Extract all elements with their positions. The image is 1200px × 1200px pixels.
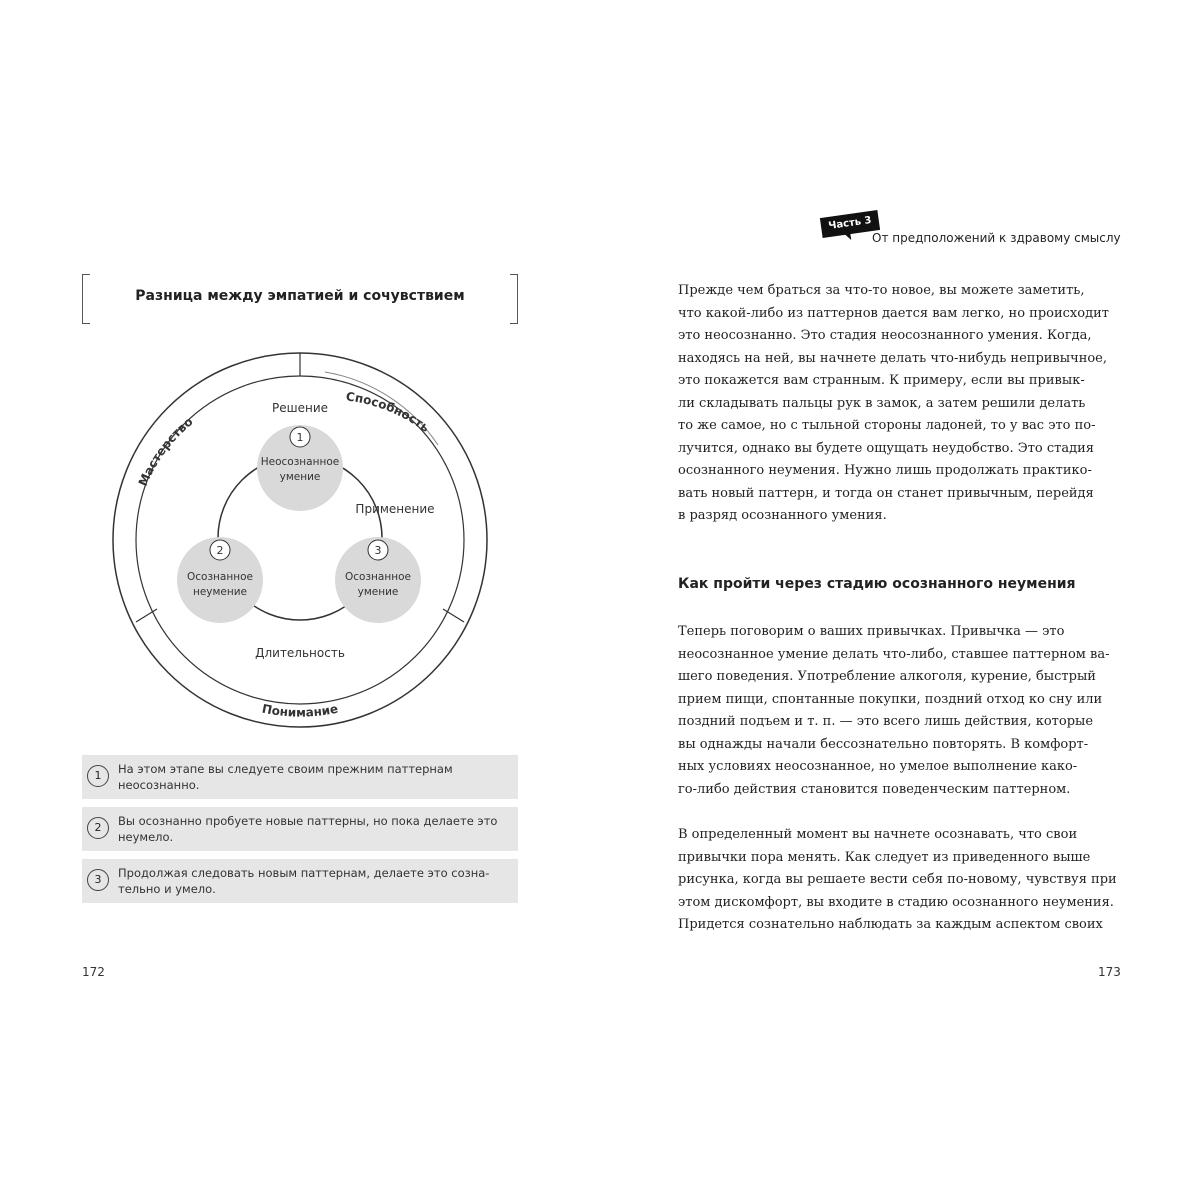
paragraph-1-line: в разряд осознанного умения. <box>678 508 887 523</box>
paragraph-3-line: этом дискомфорт, вы входите в стадию осознанного неумения. <box>678 894 1114 910</box>
paragraph-2-line: ных условиях неосознанное, но умелое выполнение како- <box>678 759 1078 774</box>
paragraph-3-line: В определенный момент вы начнете осознавать, что свои <box>678 827 1078 842</box>
paragraph-1-line: вать новый паттерн, и тогда он станет привычным, перейдя <box>678 485 1094 501</box>
legend-number-3: 3 <box>87 869 109 891</box>
legend-text-1 <box>118 761 504 793</box>
paragraph-2-line: неосознанное умение делать что-либо, ставшее паттерном ва- <box>678 646 1110 662</box>
legend-text-2-line1: Вы осознанно пробуете новые паттерны, но пока делаете это <box>118 814 498 828</box>
right-page <box>600 0 1200 1200</box>
label-decision: Решение <box>271 401 329 415</box>
legend-number-2: 2 <box>87 817 109 839</box>
node-2-line1: Осознанное <box>187 571 253 583</box>
legend-number-1: 1 <box>87 765 109 787</box>
paragraph-1-line: это неосознанно. Это стадия неосознанного умения. Когда, <box>678 328 1092 343</box>
node-1-line2: умение <box>279 471 321 483</box>
part-tag: Часть 3 <box>820 210 880 238</box>
node-2 <box>177 537 263 623</box>
paragraph-1-line: лучится, однако вы будете ощущать неудобство. Это стадия <box>678 440 1094 456</box>
paragraph-1-line: то же самое, но с тыльной стороны ладоней, то у вас это по- <box>678 418 1096 433</box>
figure-title-frame <box>82 274 518 322</box>
node-3-line2: умение <box>357 586 399 598</box>
legend-text-1-line1: На этом этапе вы следуете своим прежним паттернам <box>118 762 453 776</box>
paragraph-1-line: это покажется вам странным. К примеру, если вы привык- <box>678 373 1085 388</box>
legend-row-3 <box>82 859 518 903</box>
label-duration: Длительность <box>255 646 345 660</box>
label-application: Применение <box>355 502 435 516</box>
legend-text-3 <box>118 865 504 897</box>
paragraph-3-line: Придется сознательно наблюдать за каждым аспектом своих <box>678 917 1103 932</box>
paragraph-2-line: поздний подъем и т. п. — это всего лишь действия, которые <box>678 714 1094 729</box>
legend-text-2-line2: неумело. <box>118 830 174 844</box>
ring-label-understanding: Понимание <box>260 701 340 720</box>
running-head: От предположений к здравому смыслу <box>872 231 1121 245</box>
legend-text-3-line2: тельно и умело. <box>118 882 216 896</box>
legend-row-1 <box>82 755 518 799</box>
paragraph-2-line: Теперь поговорим о ваших привычках. Привычка — это <box>678 624 1065 639</box>
figure-title: Разница между эмпатией и сочувствием <box>135 288 465 304</box>
paragraph-1-line: находясь на ней, вы начнете делать что-нибудь непривычное, <box>678 350 1108 366</box>
legend-row-2 <box>82 807 518 851</box>
left-page-number: 172 <box>82 965 105 979</box>
legend-text-1-line2: неосознанно. <box>118 778 200 792</box>
paragraph-1 <box>678 280 1123 528</box>
node-2-number: 2 <box>216 544 224 557</box>
paragraph-3-line: привычки пора менять. Как следует из приведенного выше <box>678 849 1091 865</box>
node-3-line1: Осознанное <box>345 571 411 583</box>
paragraph-2-line: го-либо действия становится поведенческим паттерном. <box>678 781 1071 797</box>
paragraph-2-line: шего поведения. Употребление алкоголя, курение, быстрый <box>678 669 1096 684</box>
node-1-number: 1 <box>296 431 304 444</box>
paragraph-2-line: вы однажды начали бессознательно повторять. В комфорт- <box>678 736 1089 752</box>
node-1 <box>257 425 343 511</box>
competence-cycle-diagram <box>100 340 500 740</box>
paragraph-1-line: Прежде чем браться за что-то новое, вы можете заметить, <box>678 283 1085 298</box>
node-3-number: 3 <box>374 544 382 557</box>
paragraph-1-line: что какой-либо из паттернов дается вам легко, но происходит <box>678 305 1109 321</box>
legend-text-2 <box>118 813 504 845</box>
subheading: Как пройти через стадию осознанного неумения <box>678 576 1076 592</box>
ring-label-ability: Способность <box>345 389 433 435</box>
paragraph-3-line: рисунка, когда вы решаете вести себя по-новому, чувствуя при <box>678 872 1117 887</box>
legend-text-3-line1: Продолжая следовать новым паттернам, делаете это созна- <box>118 866 490 880</box>
paragraph-3 <box>678 824 1123 937</box>
node-3 <box>335 537 421 623</box>
paragraph-2 <box>678 621 1123 801</box>
paragraph-1-line: ли складывать пальцы рук в замок, а затем решили делать <box>678 395 1086 411</box>
node-1-line1: Неосознанное <box>260 456 340 468</box>
paragraph-2-line: прием пищи, спонтанные покупки, поздний отход ко сну или <box>678 691 1103 707</box>
right-page-number: 173 <box>1098 965 1121 979</box>
ring-label-mastery: Мастерство <box>135 414 196 489</box>
paragraph-1-line: осознанного неумения. Нужно лишь продолжать практико- <box>678 463 1092 478</box>
node-2-line2: неумение <box>192 586 248 598</box>
